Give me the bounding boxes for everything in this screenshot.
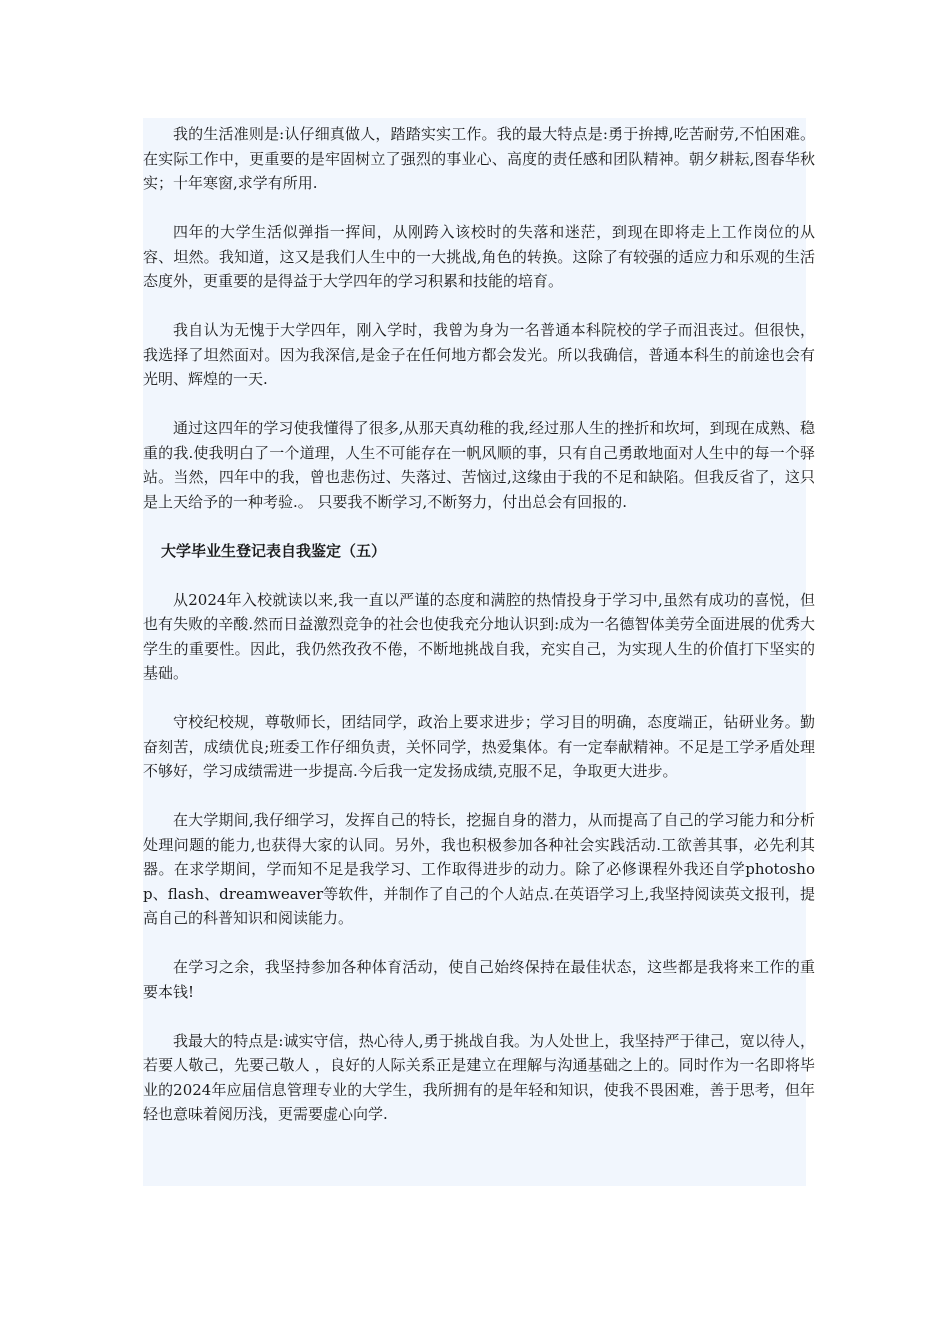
paragraph: 通过这四年的学习使我懂得了很多,从那天真幼稚的我,经过那人生的挫折和坎坷，到现在成熟、稳重的我.使我明白了一个道理，人生不可能存在一帆风顺的事，只有自己勇敢地面对人生中的每一个驿站。当然，四年中的我，曾也悲伤过、失落过、苦恼过,这缘由于我的不足和缺陷。但我反省了，这只是上天给予的一种考验.。 只要我不断学习,不断努力，付出总会有回报的.	[143, 419, 815, 511]
paragraph: 我的生活准则是:认仔细真做人，踏踏实实工作。我的最大特点是:勇于拚搏,吃苦耐劳,不怕困难。在实际工作中，更重要的是牢固树立了强烈的事业心、高度的责任感和团队精神。朝夕耕耘,图春华秋实；十年寒窗,求学有所用.	[143, 125, 815, 192]
document-body	[143, 122, 815, 1151]
paragraph: 在学习之余，我坚持参加各种体育活动，使自己始终保持在最佳状态，这些都是我将来工作的重要本钱!	[143, 958, 815, 1001]
paragraph: 守校纪校规，尊敬师长，团结同学，政治上要求进步；学习目的明确，态度端正，钻研业务。勤奋刻苦，成绩优良;班委工作仔细负责，关怀同学，热爱集体。有一定奉献精神。不足是工学矛盾处理不够好，学习成绩需进一步提高.今后我一定发扬成绩,克服不足，争取更大进步。	[143, 713, 815, 780]
paragraph: 在大学期间,我仔细学习，发挥自己的特长，挖掘自身的潜力，从而提高了自己的学习能力和分析处理问题的能力,也获得大家的认同。另外，我也积极参加各种社会实践活动.工欲善其事，必先利其器。在求学期间，学而知不足是我学习、工作取得进步的动力。除了必修课程外我还自学photoshop、flash、dreamweaver等软件，并制作了自己的个人站点.在英语学习上,我坚持阅读英文报刊，提高自己的科普知识和阅读能力。	[143, 811, 815, 927]
paragraph: 我自认为无愧于大学四年，刚入学时，我曾为身为一名普通本科院校的学子而沮丧过。但很快，我选择了坦然面对。因为我深信,是金子在任何地方都会发光。所以我确信，普通本科生的前途也会有光明、辉煌的一天.	[143, 321, 815, 388]
paragraph: 从2024年入校就读以来,我一直以严谨的态度和满腔的热情投身于学习中,虽然有成功的喜悦，但也有失败的辛酸.然而日益激烈竞争的社会也使我充分地认识到:成为一名德智体美劳全面进展的优秀大学生的重要性。因此，我仍然孜孜不倦，不断地挑战自我，充实自己，为实现人生的价值打下坚实的基础。	[143, 590, 815, 682]
paragraph: 四年的大学生活似弹指一挥间，从刚跨入该校时的失落和迷茫，到现在即将走上工作岗位的从容、坦然。我知道，这又是我们人生中的一大挑战,角色的转换。这除了有较强的适应力和乐观的生活态度外，更重要的是得益于大学四年的学习积累和技能的培育。	[143, 223, 815, 290]
paragraph: 我最大的特点是:诚实守信，热心待人,勇于挑战自我。为人处世上，我坚持严于律己，宽以待人，若要人敬己，先要己敬人 ，良好的人际关系正是建立在理解与沟通基础之上的。同时作为一名即将毕业的2024年应届信息管理专业的大学生，我所拥有的是年轻和知识，使我不畏困难，善于思考，但年轻也意味着阅历浅，更需要虚心向学.	[143, 1031, 815, 1123]
section-heading: 大学毕业生登记表自我鉴定（五）	[161, 541, 387, 560]
